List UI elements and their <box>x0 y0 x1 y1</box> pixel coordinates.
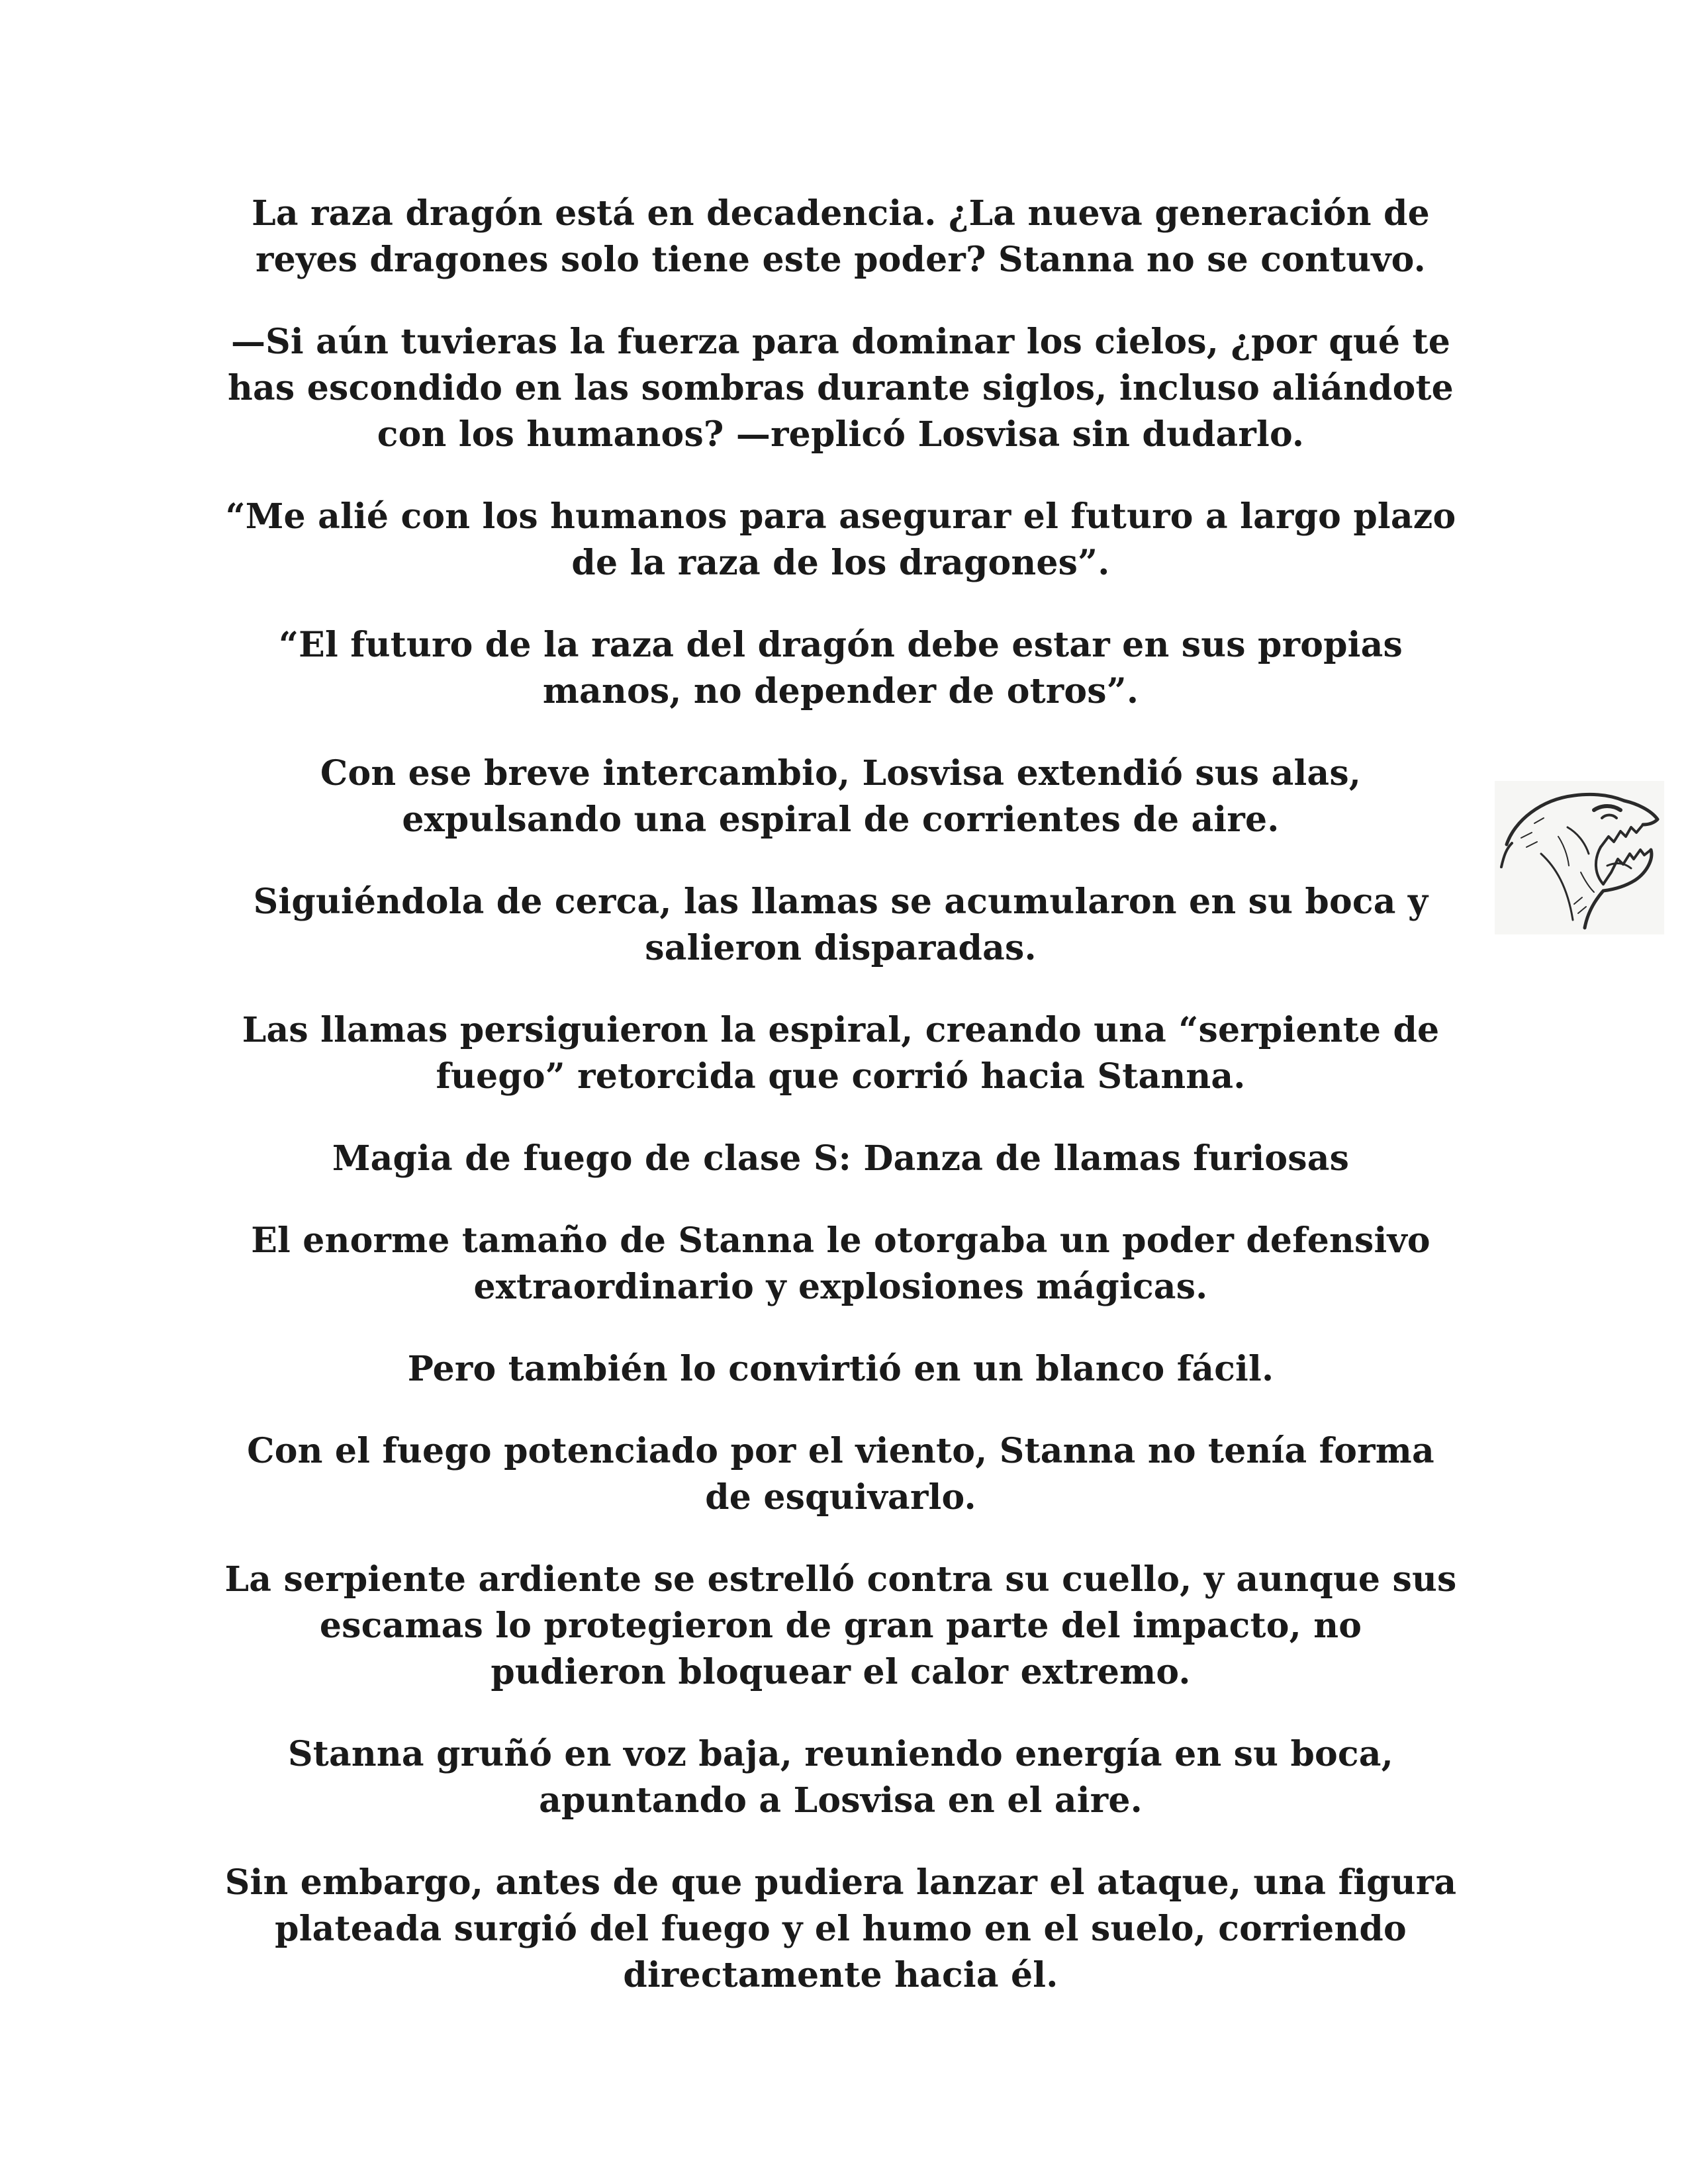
text-line: Stanna gruñó en voz baja, reuniendo energía en su boca, <box>288 1734 1393 1774</box>
text-line: con los humanos? —replicó Losvisa sin dudarlo. <box>377 414 1305 455</box>
text-line: fuego” retorcida que corrió hacia Stanna. <box>436 1056 1246 1097</box>
text-line: Pero también lo convirtió en un blanco fácil. <box>407 1349 1274 1389</box>
text-line: Las llamas persiguieron la espiral, creando una “serpiente de <box>242 1010 1440 1050</box>
paragraph <box>218 1860 1463 1999</box>
text-line: extraordinario y explosiones mágicas. <box>473 1267 1208 1307</box>
paragraph <box>218 1007 1463 1100</box>
paragraph <box>218 319 1463 458</box>
text-line: de la raza de los dragones”. <box>571 543 1110 583</box>
paragraph <box>218 1557 1463 1696</box>
text-line: Siguiéndola de cerca, las llamas se acumularon en su boca y <box>253 882 1429 922</box>
text-line: Magia de fuego de clase S: Danza de llamas furiosas <box>332 1138 1350 1179</box>
text-line: pudieron bloquear el calor extremo. <box>491 1652 1191 1692</box>
text-line: Con el fuego potenciado por el viento, Stanna no tenía forma <box>247 1431 1434 1471</box>
text-line: salieron disparadas. <box>645 928 1037 968</box>
paragraph <box>218 751 1463 843</box>
text-line: de esquivarlo. <box>705 1477 976 1518</box>
text-line: directamente hacia él. <box>623 1955 1058 1995</box>
text-line: apuntando a Losvisa en el aire. <box>539 1780 1143 1821</box>
text-line: escamas lo protegieron de gran parte del impacto, no <box>319 1606 1362 1646</box>
paragraph <box>218 1136 1463 1182</box>
paragraph <box>218 494 1463 586</box>
text-line: El enorme tamaño de Stanna le otorgaba un poder defensivo <box>251 1220 1430 1261</box>
text-line: “Me alié con los humanos para asegurar el futuro a largo plazo <box>225 496 1456 537</box>
text-line: has escondido en las sombras durante siglos, incluso aliándote <box>228 368 1454 408</box>
paragraph <box>218 1731 1463 1824</box>
paragraph <box>218 622 1463 715</box>
paragraph <box>218 1346 1463 1392</box>
paragraph <box>218 1428 1463 1521</box>
text-line: Sin embargo, antes de que pudiera lanzar el ataque, una figura <box>224 1862 1457 1903</box>
text-line: La raza dragón está en decadencia. ¿La nueva generación de <box>252 193 1430 234</box>
text-line: manos, no depender de otros”. <box>542 671 1139 711</box>
story-text <box>218 191 1463 2034</box>
dinosaur-head-icon <box>1495 781 1664 934</box>
text-line: plateada surgió del fuego y el humo en el suelo, corriendo <box>275 1909 1407 1949</box>
paragraph <box>218 1218 1463 1310</box>
text-line: reyes dragones solo tiene este poder? Stanna no se contuvo. <box>256 240 1426 280</box>
text-line: “El futuro de la raza del dragón debe estar en sus propias <box>279 625 1403 665</box>
text-line: expulsando una espiral de corrientes de aire. <box>402 799 1280 840</box>
paragraph <box>218 879 1463 972</box>
paragraph <box>218 191 1463 283</box>
text-line: La serpiente ardiente se estrelló contra su cuello, y aunque sus <box>224 1559 1457 1600</box>
text-line: —Si aún tuvieras la fuerza para dominar los cielos, ¿por qué te <box>230 322 1451 362</box>
text-line: Con ese breve intercambio, Losvisa extendió sus alas, <box>320 753 1362 794</box>
